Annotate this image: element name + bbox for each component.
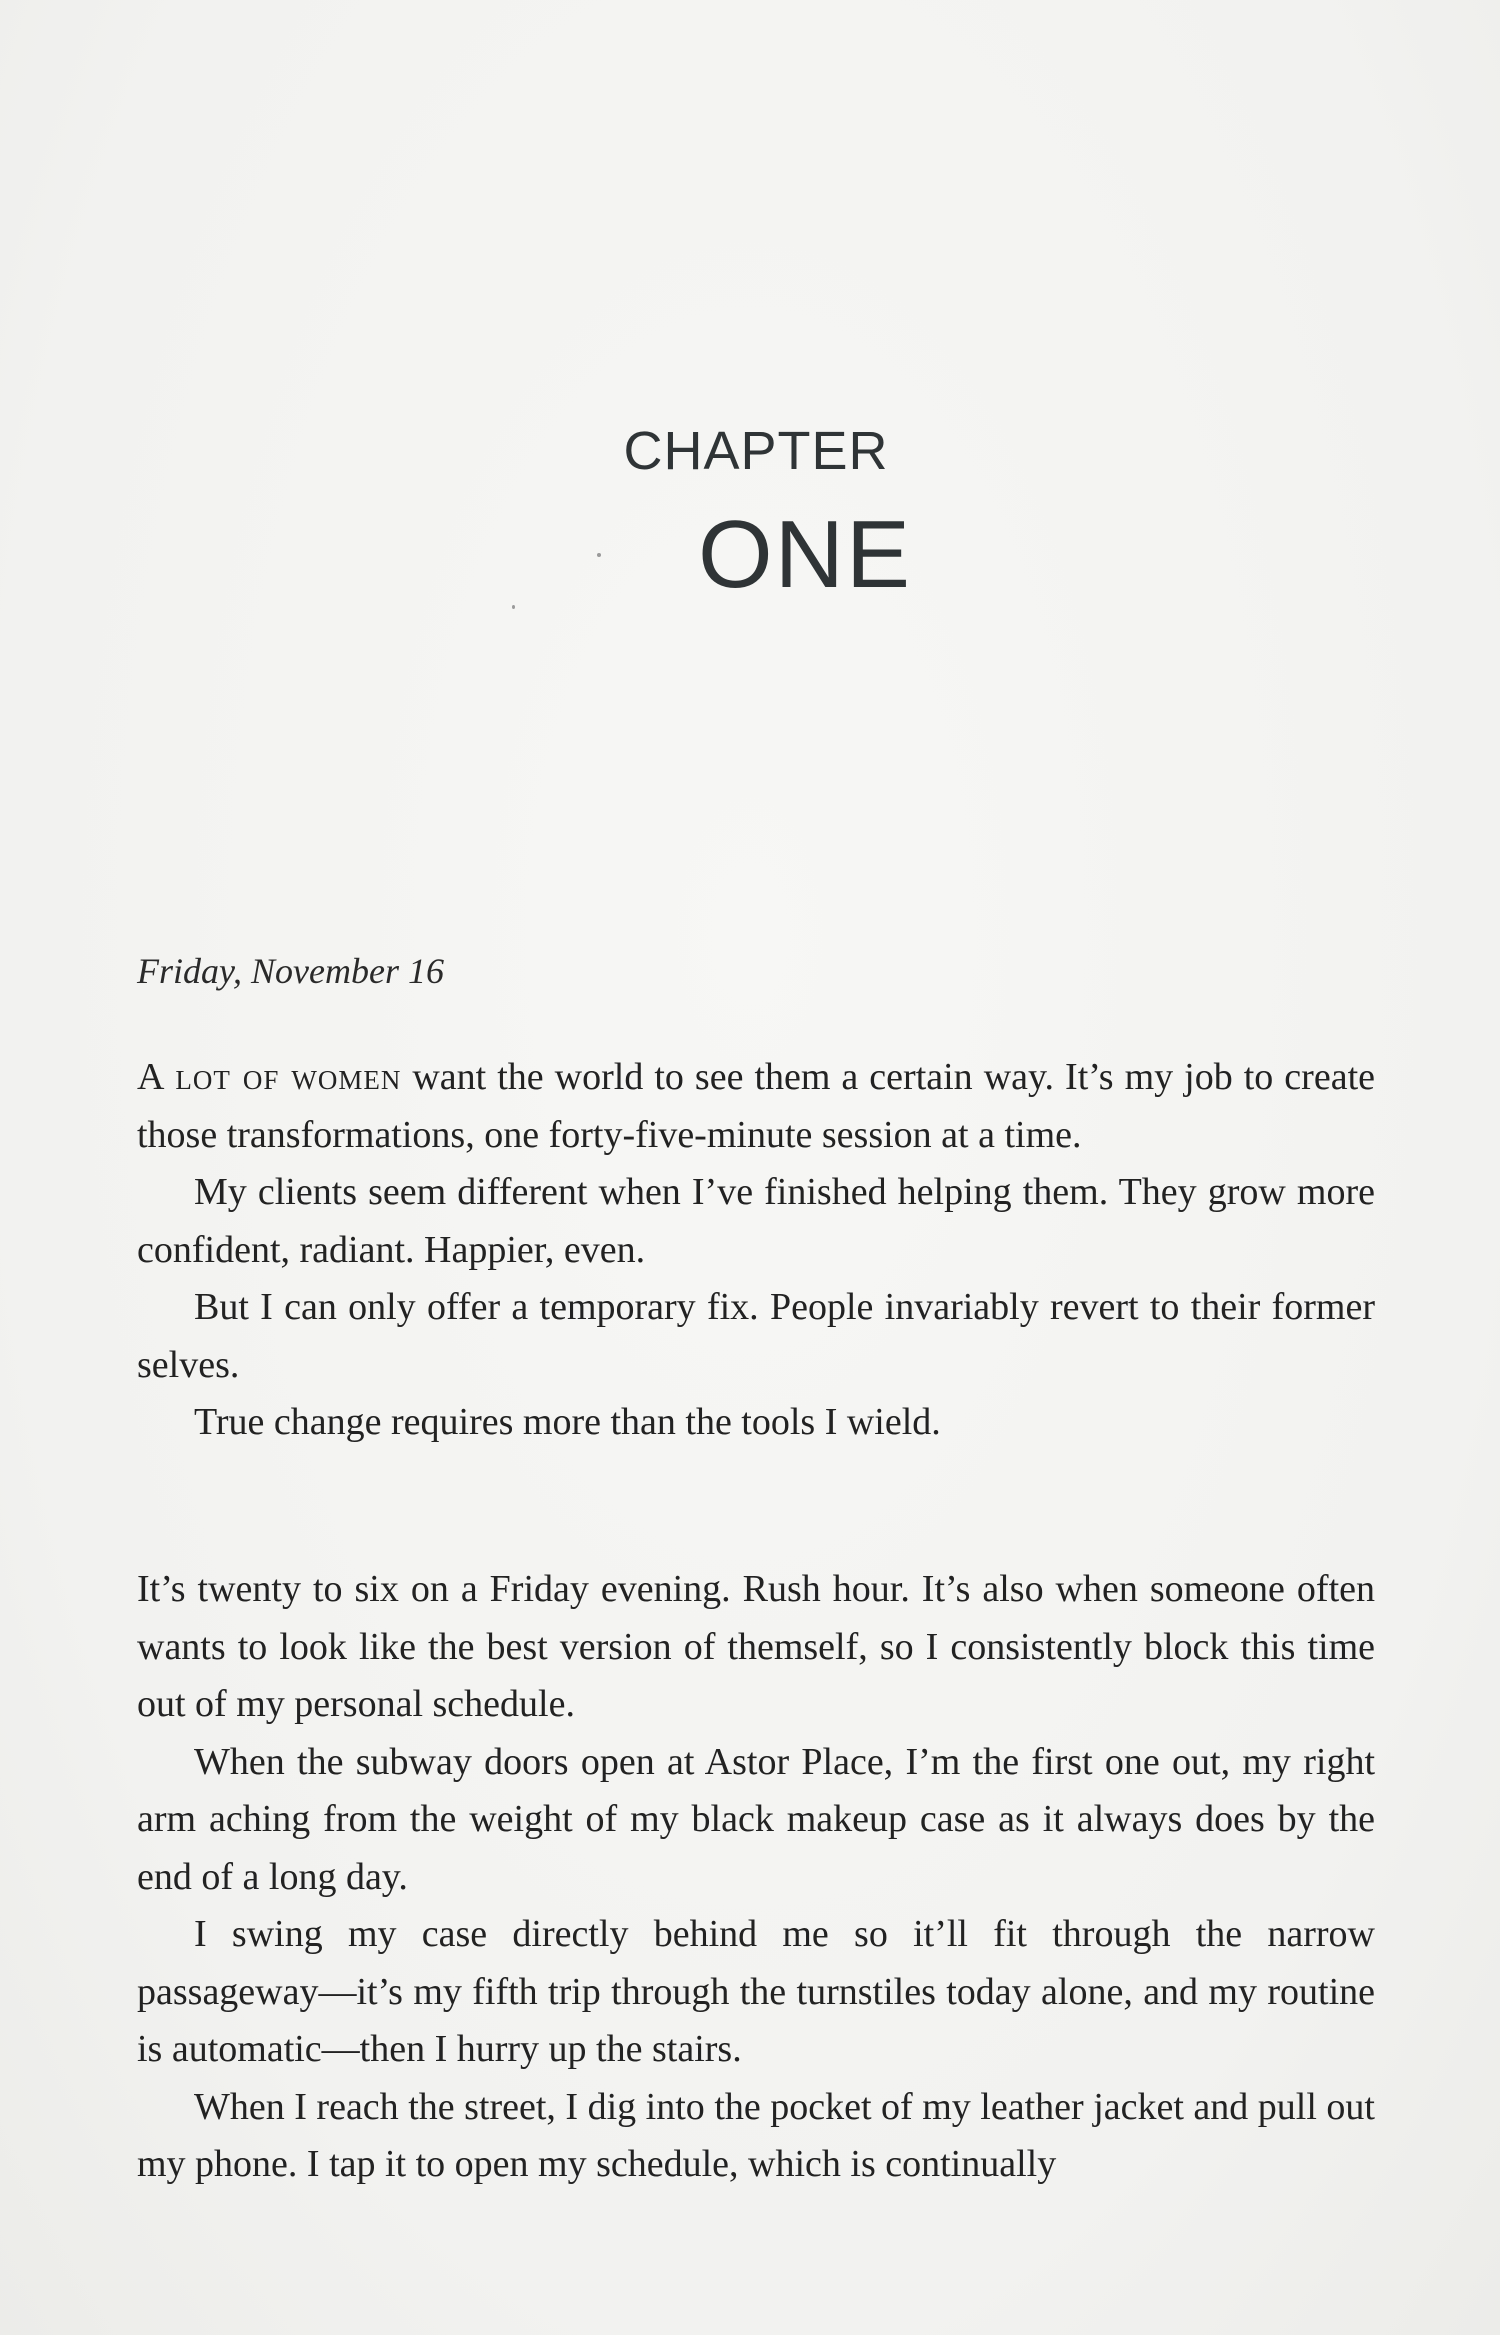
chapter-number: ONE: [697, 501, 913, 608]
chapter-label: CHAPTER: [623, 421, 889, 481]
paragraph: I swing my case directly behind me so it’ll fit through the narrow passageway—it’s my fifth trip through the turnstiles today alone, and my routine is automatic—then I hurry up the stairs.: [137, 1913, 1375, 2070]
opening-small-caps: A lot of women: [137, 1056, 402, 1098]
paragraph: True change requires more than the tools I wield.: [194, 1401, 941, 1443]
section-1: [137, 1049, 1375, 1452]
paragraph: My clients seem different when I’ve finished helping them. They grow more confident, radiant. Happier, even.: [137, 1171, 1375, 1271]
dateline: Friday, November 16: [137, 951, 444, 991]
scan-speck: [597, 553, 601, 557]
section-2: [137, 1561, 1375, 2194]
scan-speck: [512, 605, 515, 609]
opening-text: want the world to see them a certain way. It’s my job to create those transformations, one forty-five-minute session at a time.: [137, 1056, 1375, 1156]
paragraph: But I can only offer a temporary fix. People invariably revert to their former selves.: [137, 1286, 1375, 1386]
paragraph: When the subway doors open at Astor Place, I’m the first one out, my right arm aching from the weight of my black makeup case as it always does by the end of a long day.: [137, 1740, 1375, 1898]
paragraph: When I reach the street, I dig into the pocket of my leather jacket and pull out my phone. I tap it to open my schedule, which is continually: [137, 2085, 1375, 2185]
paragraph: [137, 1049, 1375, 1164]
paragraph: It’s twenty to six on a Friday evening. Rush hour. It’s also when someone often wants to look like the best version of themself, so I consistently block this time out of my personal schedule.: [137, 1568, 1375, 1725]
